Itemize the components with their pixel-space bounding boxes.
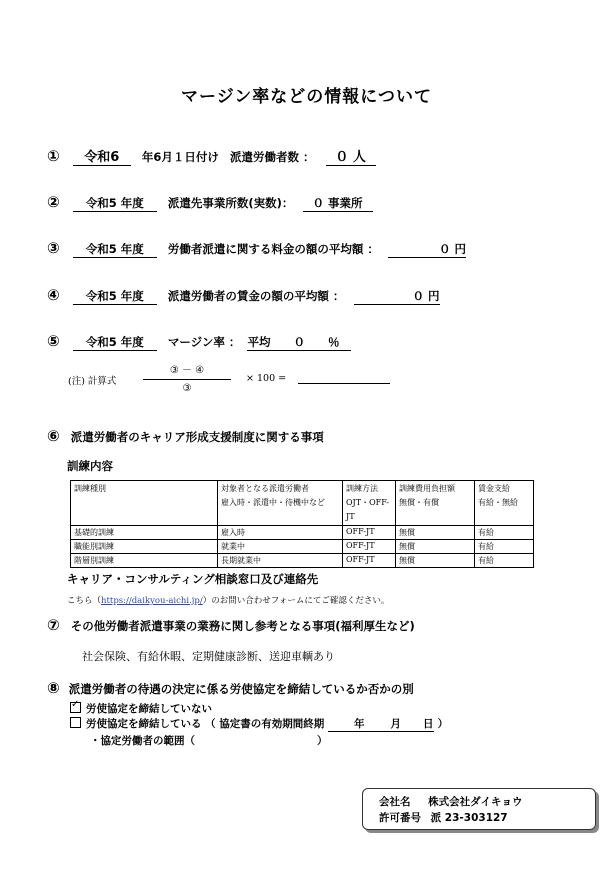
company-name: 株式会社ダイキョウ [428, 796, 523, 808]
item-2-marker: ② [47, 193, 60, 211]
item-6-label: 派遣労働者のキャリア形成支援制度に関する事項 [70, 430, 324, 444]
item-7 [47, 615, 415, 634]
company-info-box [362, 788, 596, 830]
item-8-label: 派遣労働者の待遇の決定に係る労使協定を締結しているか否かの別 [68, 682, 414, 696]
item-4 [47, 285, 440, 305]
header-cell: 賃金支給 有給・無給 [475, 481, 534, 526]
item-1-value: ０ 人 [326, 146, 376, 166]
item-3-marker: ③ [47, 239, 60, 257]
item-5-year: 令和5 年度 [73, 334, 157, 351]
permit-number: 派 23-303127 [430, 812, 508, 824]
item-2-value: ０ 事業所 [303, 195, 373, 212]
item-1-era: 令和6 [73, 146, 131, 166]
table-header-row [71, 481, 534, 526]
table-cell: 無償 [396, 554, 475, 568]
company-name-row [379, 794, 522, 809]
consulting-heading: キャリア・コンサルティング相談窓口及び連絡先 [67, 572, 319, 586]
table-cell: 基礎的訓練 [71, 526, 218, 540]
item-6 [47, 426, 324, 445]
company-name-label: 会社名 [379, 796, 411, 808]
item-4-marker: ④ [47, 286, 60, 304]
table-cell: 有給 [475, 540, 534, 554]
item-2 [47, 192, 373, 212]
checkbox-unchecked-icon[interactable] [70, 717, 81, 728]
table-cell: OFF-JT [343, 540, 396, 554]
item-5-label: マージン率 ： [167, 335, 241, 349]
permit-label: 許可番号 [379, 812, 421, 824]
item-5-value: 平均 ０ ％ [247, 334, 351, 351]
consulting-suffix: ）のお問い合わせフォームにてご確認ください。 [202, 596, 390, 606]
item-7-body: 社会保険、有給休暇、定期健康診断、送迎車輌あり [82, 650, 335, 663]
item-4-value: ０ 円 [354, 288, 440, 305]
checkbox-checked-icon[interactable] [70, 702, 81, 713]
item-3 [47, 238, 466, 258]
table-cell: 有給 [475, 554, 534, 568]
item-7-label: その他労働者派遣事業の業務に関し参考となる事項(福利厚生など) [70, 619, 415, 633]
table-cell: 階層別訓練 [71, 554, 218, 568]
formula-tail: × 100 = [246, 373, 287, 384]
item-5-marker: ⑤ [47, 332, 60, 350]
item-3-year: 令和5 年度 [73, 241, 157, 258]
table-cell: 有給 [475, 526, 534, 540]
formula-numerator: ③ － ④ [143, 361, 231, 380]
table-cell: 職能別訓練 [71, 540, 218, 554]
formula-result-line [298, 383, 390, 384]
table-cell: OFF-JT [343, 526, 396, 540]
table-row [71, 554, 534, 568]
consulting-text [67, 594, 389, 606]
item-5 [47, 331, 351, 351]
table-cell: 無償 [396, 540, 475, 554]
page-title: マージン率などの情報について [181, 87, 432, 107]
header-cell: 対象者となる派遣労働者 雇入時・派遣中・待機中など [218, 481, 343, 526]
scope-label: ・協定労働者の範囲（ [90, 735, 195, 747]
table-row [71, 526, 534, 540]
item-6-marker: ⑥ [47, 427, 60, 445]
formula-note: (注) 計算式 [68, 376, 117, 387]
table-cell: 無償 [396, 526, 475, 540]
table-cell: 雇入時 [218, 526, 343, 540]
company-permit-row [379, 810, 508, 825]
header-cell: 訓練費用負担額 無償・有償 [396, 481, 475, 526]
scope-close: ） [317, 735, 328, 747]
item-3-label: 労働者派遣に関する料金の額の平均額 ： [167, 242, 379, 256]
item-2-label: 派遣先事業所数(実数)： [167, 196, 294, 210]
agreement-end-date: 年 月 日 [328, 716, 434, 732]
training-table [70, 480, 534, 568]
training-subheading: 訓練内容 [67, 459, 113, 473]
option-2-label: 労使協定を締結している （ 協定書の有効期間終期 [86, 718, 325, 730]
consulting-prefix: こちら（ [67, 596, 102, 606]
item-7-marker: ⑦ [47, 616, 60, 634]
item-1-label: 派遣労働者数 ： [230, 150, 315, 164]
item-4-label: 派遣労働者の賃金の額の平均額 ： [167, 289, 345, 303]
item-1-marker: ① [47, 147, 60, 165]
header-cell: 訓練方法 OJT・OFF-JT [343, 481, 396, 526]
option-agreement[interactable] [70, 716, 448, 732]
formula-fraction [143, 361, 231, 394]
consulting-link[interactable]: https://daikyou-aichi.jp/ [101, 596, 203, 606]
item-1 [47, 146, 376, 166]
table-cell: 長期就業中 [218, 554, 343, 568]
table-cell: OFF-JT [343, 554, 396, 568]
header-cell: 訓練種別 [71, 481, 218, 526]
formula-denominator: ③ [182, 383, 192, 394]
table-row [71, 540, 534, 554]
item-4-year: 令和5 年度 [73, 288, 157, 305]
table-cell: 就業中 [218, 540, 343, 554]
agreement-scope [90, 733, 328, 748]
option-1-label: 労使協定を締結していない [86, 703, 212, 715]
item-3-value: ０ 円 [388, 241, 466, 258]
item-8-marker: ⑧ [47, 679, 60, 697]
option-no-agreement[interactable] [70, 701, 212, 716]
item-2-year: 令和5 年度 [73, 195, 157, 212]
item-1-date: 年6月１日付け [141, 150, 219, 164]
item-8 [47, 678, 414, 697]
option-2-close: ） [437, 718, 449, 730]
